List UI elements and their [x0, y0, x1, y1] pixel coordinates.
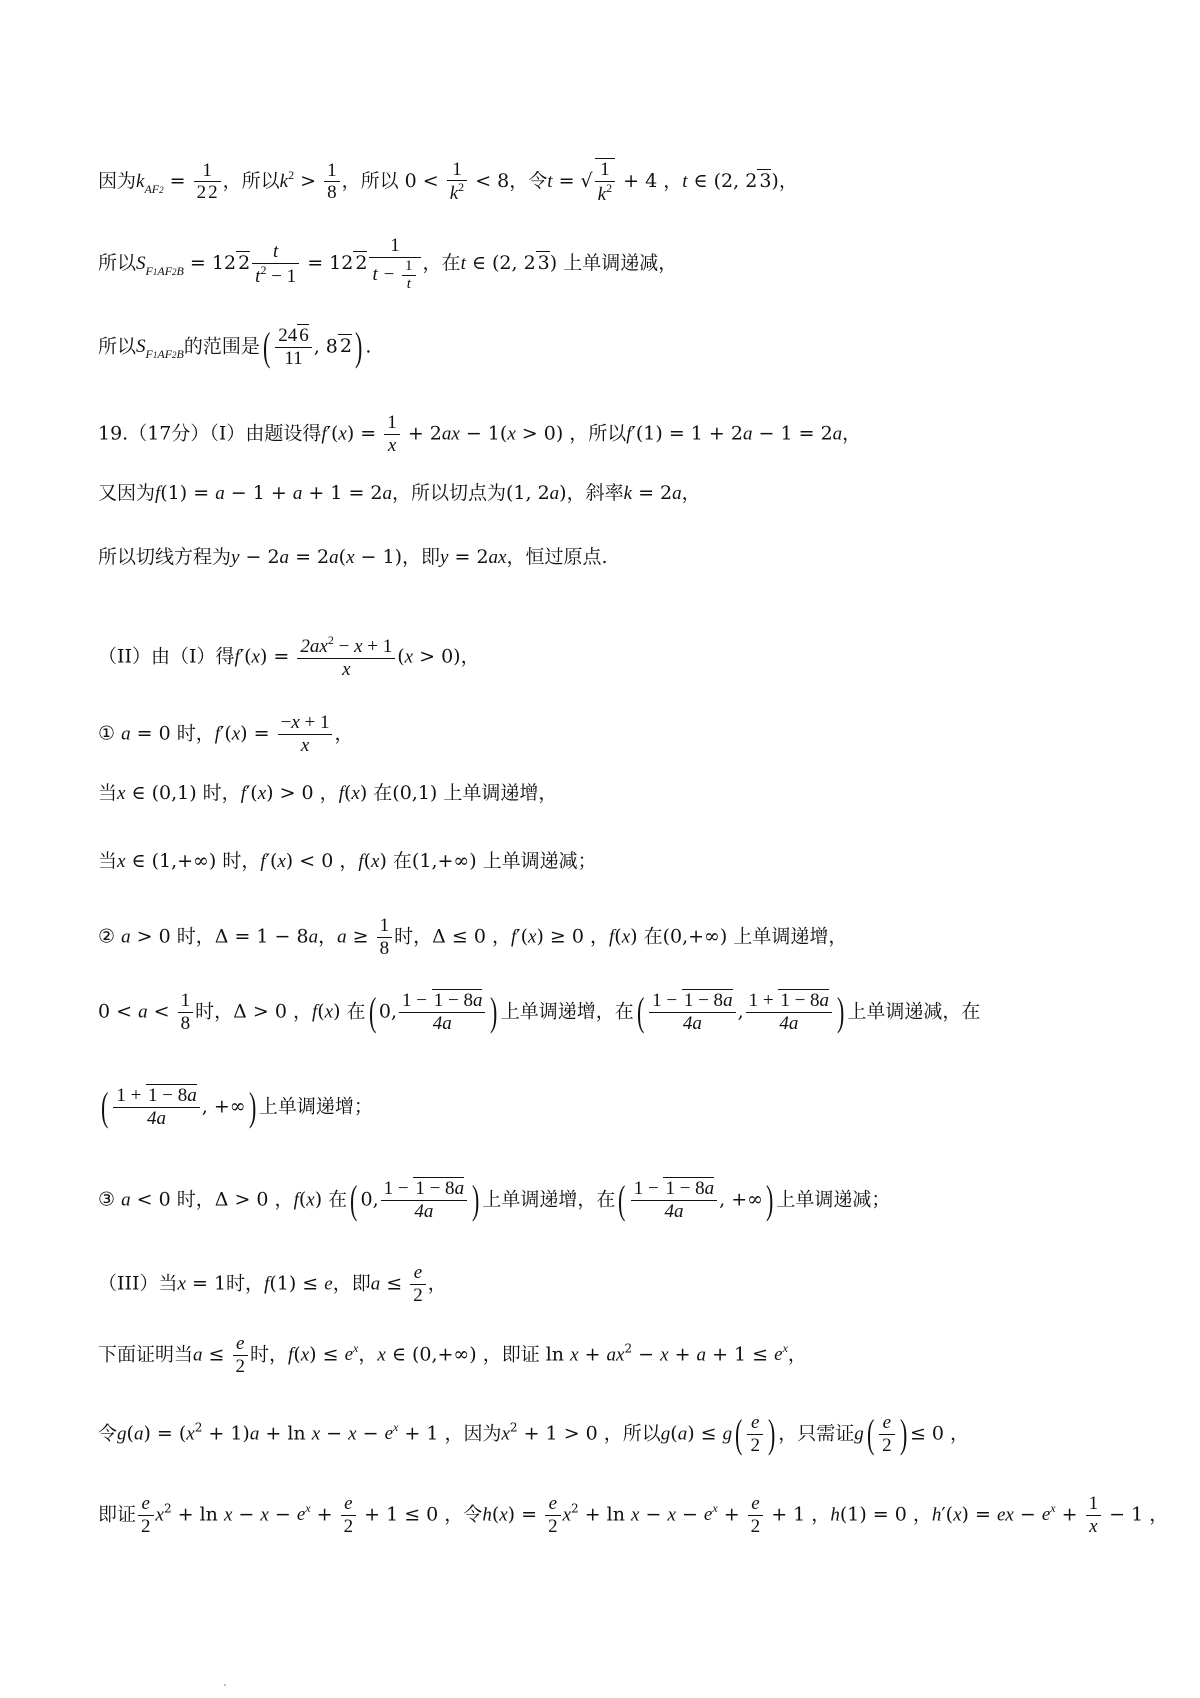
line-5: 又因为f(1) = a − 1 + a + 1 = 2a，所以切点为(1, 2a)，斜率k = 2a， — [98, 482, 701, 504]
line-4: 19.（17分）（I）由题设得f′(x) = $\frac{1}{x}$ + 2ax − 1(x > 0) ，所以f′(1) = 1 + 2a − 1 = 2a， — [98, 412, 862, 456]
line-13: ( $\frac{1 + 1 - 8a}{4a}$ , +∞) 上单调递增； — [100, 1084, 373, 1130]
line-10: 当x ∈ (1,+∞) 时，f′(x) < 0 ，f(x) 在(1,+∞) 上单调递减； — [98, 850, 597, 872]
line-11: ② a > 0 时，Δ = 1 − 8a，a ≥ $\frac{1}{8}$ 时，Δ ≤ 0 ，f′(x) ≥ 0 ，f(x) 在(0,+∞) 上单调递增， — [98, 915, 848, 959]
line-7: （II）由（I）得f′(x) = $\frac{2ax^2 - x + 1}{x}$ (x > 0)， — [98, 633, 480, 680]
line-17: 令$g(a) = (x^2 + 1)a + \ln x - x - e^x + 1$ ，因为$x^2 + 1 > 0$ ，所以g(a) ≤ g( $\frac{e}{2}$ ) ，只需证g( $\frac{e}{2}$ ) ≤ 0 ， — [98, 1411, 970, 1457]
line-16: 下面证明当a ≤ $\frac{e}{2}$ 时，$f(x) \le e^x$，x ∈ (0,+∞) ，即证 $\ln x + ax^2 - x + a + 1 \le e^x$， — [98, 1333, 807, 1377]
line-15: （III）当x = 1时，f(1) ≤ e，即a ≤ $\frac{e}{2}$ ， — [98, 1262, 447, 1306]
line-18: 即证 $\frac{e}{2}$ $x^2 + \ln x - x - e^x$ + $\frac{e}{2}$ + 1 ≤ 0 ，令h(x) = $\frac{e}{2}$ $x^2 + \ln x - x - e^x$ + $\frac{e}{2}$ + 1 ，h(1) = 0 ，h′(x) = ex − $e^x$ + $\frac{1}{x}$ − 1 ， — [98, 1493, 1169, 1537]
line-9: 当x ∈ (0,1) 时，f′(x) > 0 ，f(x) 在(0,1) 上单调递增， — [98, 782, 558, 804]
line-6: 所以切线方程为y − 2a = 2a(x − 1)，即y = 2ax，恒过原点. — [98, 546, 608, 568]
line-14: ③ a < 0 时，Δ > 0 ，f(x) 在( 0, $\frac{1 - 1 - 8a}{4a}$ ) 上单调递增，在( $\frac{1 - 1 - 8a}{4a}$ , +∞) 上单调递减； — [98, 1177, 891, 1223]
line-8: ① a = 0 时，f′(x) = $\frac{-x + 1}{x}$ ， — [98, 712, 354, 756]
line-3: 所以$S_{F1AF2B}$的范围是( $\frac{24 6}{11}$ , 8 2) . — [98, 324, 372, 370]
footer-mark — [224, 1684, 226, 1686]
line-12: 0 < a < $\frac{1}{8}$ 时，Δ > 0 ，f(x) 在( 0, $\frac{1 - 1 - 8a}{4a}$ ) 上单调递增，在( $\frac{1 - 1 - 8a}{4a}$ , $\frac{1 + 1 - 8a}{4a}$ ) 上单调递减，在 — [98, 989, 981, 1035]
line-2: 所以$S_{F1AF2B} = 12$ 2 $\frac{t}{t^2 - 1}$ = 12 2 1 t − $\frac{1}{t}$ ，在t ∈ (2, 2 3) 上单调递减， — [98, 235, 678, 293]
line-1: 因为$k_{AF2}$ = $\frac{1}{2 2}$ ，所以$k^2$ > $\frac{1}{8}$ ，所以 0 < $\frac{1}{k^2}$ < 8，令t = √ $\frac{1}{k^2}$ + 4 ，t ∈ (2, 2 3)， — [98, 158, 798, 205]
